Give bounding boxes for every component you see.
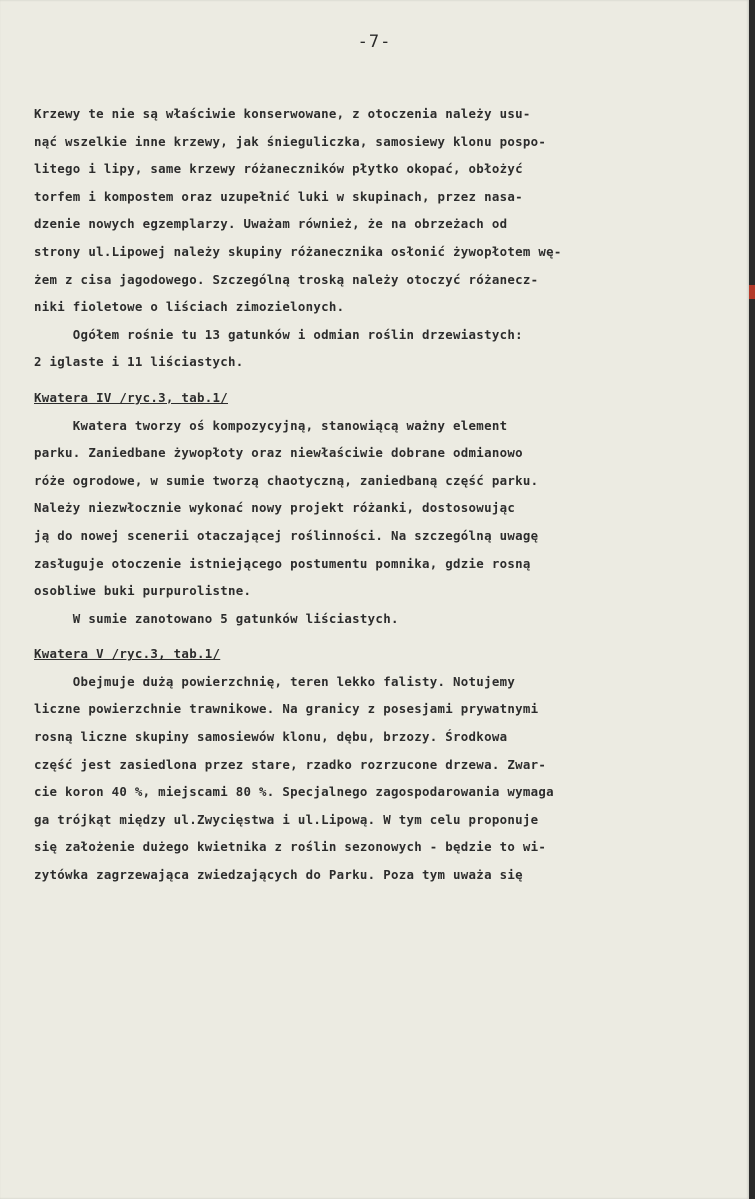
scan-marker	[749, 285, 755, 299]
text-line: strony ul.Lipowej należy skupiny różanecznika osłonić żywopłotem wę-	[34, 243, 562, 259]
text-line: 2 iglaste i 11 liściastych.	[34, 354, 244, 370]
section-heading: Kwatera V /ryc.3, tab.1/	[34, 646, 221, 662]
text-line: róże ogrodowe, w sumie tworzą chaotyczną, zaniedbaną część parku.	[34, 472, 539, 488]
paragraph-gap	[34, 376, 699, 384]
text-line: Należy niezwłocznie wykonać nowy projekt różanki, dostosowując	[34, 500, 516, 516]
body-text	[34, 100, 699, 889]
text-line: Krzewy te nie są właściwie konserwowane, z otoczenia należy usu-	[34, 106, 531, 121]
section-heading: Kwatera IV /ryc.3, tab.1/	[34, 389, 228, 405]
text-line: nąć wszelkie inne krzewy, jak śnieguliczka, samosiewy klonu pospo-	[34, 133, 547, 149]
text-line: ga trójkąt między ul.Zwycięstwa i ul.Lipową. W tym celu proponuje	[34, 811, 539, 827]
text-line: się założenie dużego kwietnika z roślin sezonowych - będzie to wi-	[34, 839, 547, 855]
text-line: żem z cisa jagodowego. Szczególną troską należy otoczyć różanecz-	[34, 271, 539, 287]
text-line: dzenie nowych egzemplarzy. Uważam również, że na obrzeżach od	[34, 216, 508, 232]
text-line: zasługuje otoczenie istniejącego postumentu pomnika, gdzie rosną	[34, 555, 531, 571]
text-line: litego i lipy, same krzewy różaneczników płytko okopać, obłożyć	[34, 161, 523, 177]
text-line: część jest zasiedlona przez stare, rzadko rozrzucone drzewa. Zwar-	[34, 756, 547, 772]
text-line: Obejmuje dużą powierzchnię, teren lekko falisty. Notujemy	[34, 673, 516, 689]
text-line: ją do nowej scenerii otaczającej roślinności. Na szczególną uwagę	[34, 527, 539, 543]
scan-edge	[749, 0, 755, 1199]
text-line: Kwatera tworzy oś kompozycyjną, stanowiącą ważny element	[34, 417, 508, 433]
text-line: Ogółem rośnie tu 13 gatunków i odmian roślin drzewiastych:	[34, 326, 523, 342]
text-line: W sumie zanotowano 5 gatunków liściastych.	[34, 610, 399, 626]
text-line: liczne powierzchnie trawnikowe. Na granicy z posesjami prywatnymi	[34, 701, 539, 717]
text-line: zytówka zagrzewająca zwiedzających do Parku. Poza tym uważa się	[34, 867, 523, 883]
text-line: cie koron 40 %, miejscami 80 %. Specjalnego zagospodarowania wymaga	[34, 784, 554, 800]
text-line: niki fioletowe o liściach zimozielonych.	[34, 299, 345, 315]
text-line: osobliwe buki purpurolistne.	[34, 583, 252, 599]
text-line: rosną liczne skupiny samosiewów klonu, dębu, brzozy. Środkowa	[34, 729, 508, 745]
text-line: parku. Zaniedbane żywopłoty oraz niewłaściwie dobrane odmianowo	[34, 445, 523, 461]
paragraph-gap	[34, 632, 699, 640]
page-number: -7-	[357, 32, 392, 52]
text-line: torfem i kompostem oraz uzupełnić luki w skupinach, przez nasa-	[34, 188, 523, 204]
